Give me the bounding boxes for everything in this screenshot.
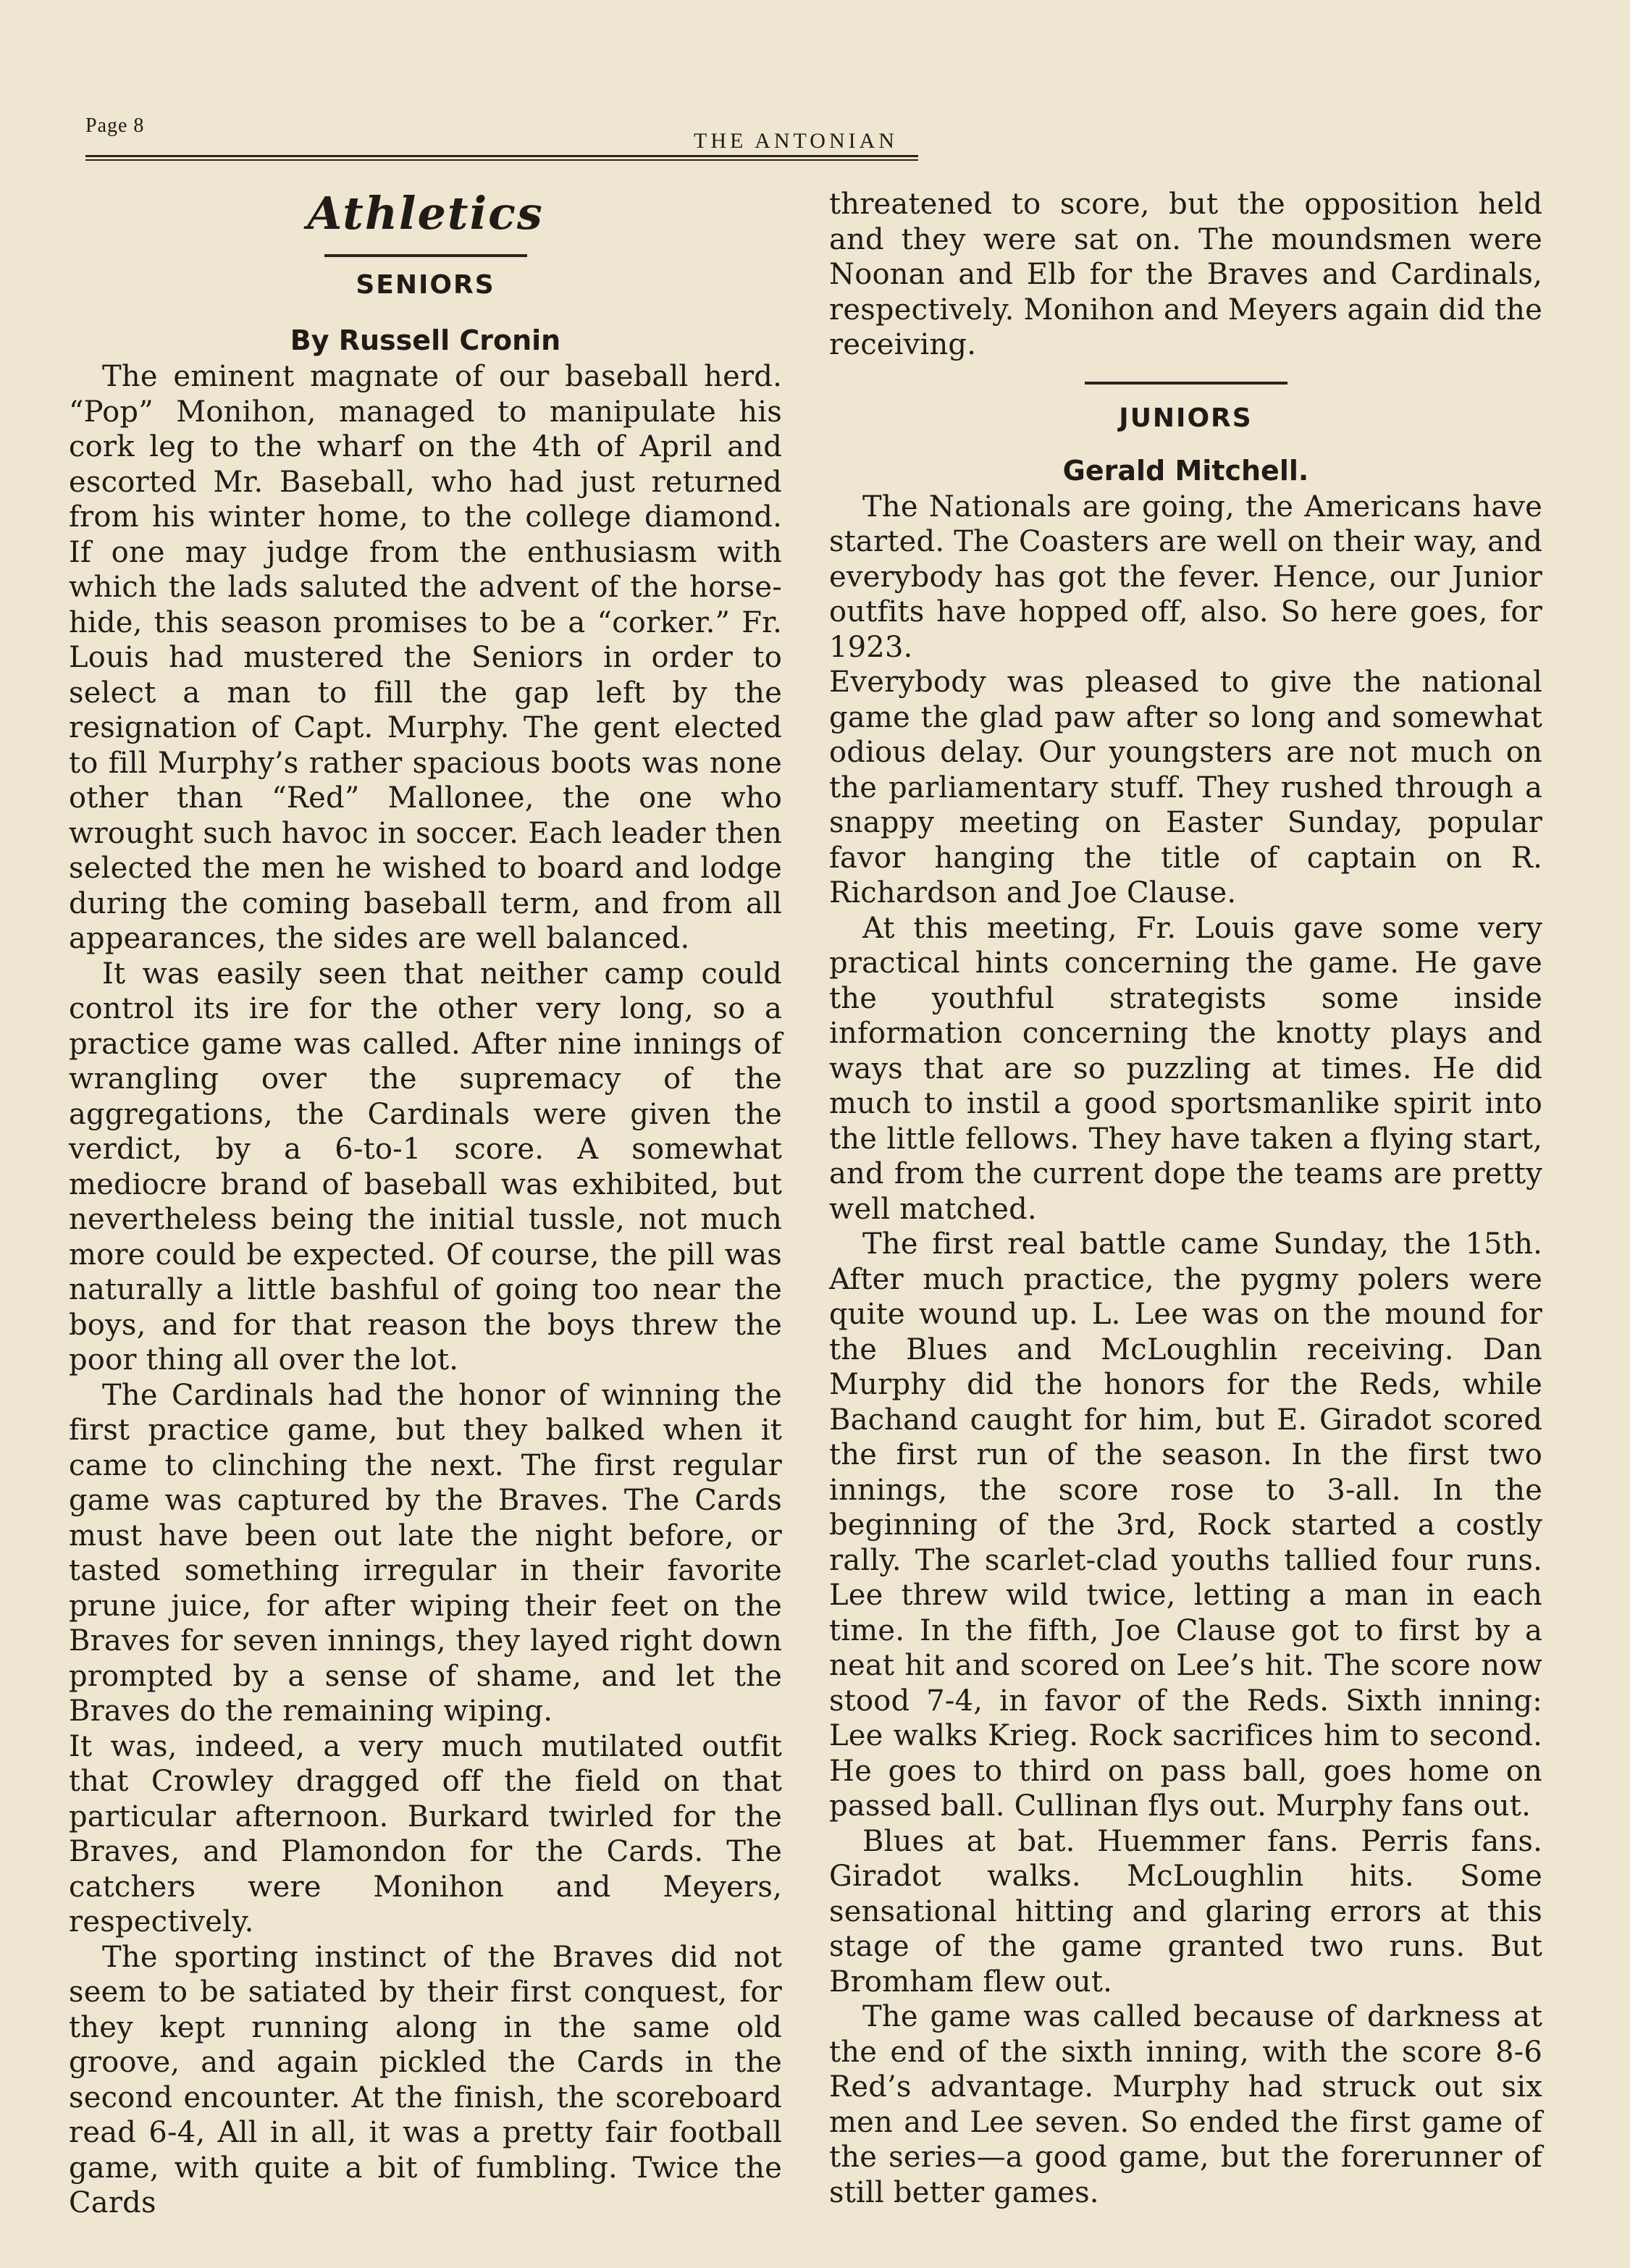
page-header (85, 114, 918, 157)
article-paragraph: Blues at bat. Huemmer fans. Perris fans. Giradot walks. McLoughlin hits. Some sensational hitting and glaring errors at this stage of the game granted two runs. But Bromham flew out. (829, 1824, 1542, 1999)
juniors-byline: Gerald Mitchell. (1062, 454, 1309, 487)
divider-rule (324, 254, 527, 257)
publication-title: THE ANTONIAN (694, 129, 898, 153)
seniors-heading: SENIORS (356, 270, 495, 300)
juniors-heading: JUNIORS (1119, 403, 1253, 433)
article-paragraph: It was, indeed, a very much mutilated outfit that Crowley dragged off the field on that particular afternoon. Burkard twirled for the Braves, and Plamondon for the Cards. The catchers were Monihon and Meyers, respectively. (69, 1729, 782, 1939)
right-column (829, 187, 1542, 2210)
left-column (69, 180, 782, 2221)
article-paragraph: The first real battle came Sunday, the 15th. After much practice, the pygmy polers were quite wound up. L. Lee was on the mound for the Blues and McLoughlin receiving. Dan Murphy did the honors for the Reds, while Bachand caught for him, but E. Giradot scored the first run of the season. In the first two innings, the score rose to 3-all. In the beginning of the 3rd, Rock started a costly rally. The scarlet-clad youths tallied four runs. Lee threw wild twice, letting a man in each time. In the fifth, Joe Clause got to first by a neat hit and scored on Lee’s hit. The score now stood 7-4, in favor of the Reds. Sixth inning: Lee walks Krieg. Rock sacrifices him to second. He goes to third on pass ball, goes home on passed ball. Cullinan flys out. Murphy fans out. (829, 1227, 1542, 1823)
article-paragraph: It was easily seen that neither camp could control its ire for the other very long, so a practice game was called. After nine innings of wrangling over the supremacy of the aggregations, the Cardinals were given the verdict, by a 6-to-1 score. A somewhat mediocre brand of baseball was exhibited, but nevertheless being the initial tussle, not much more could be expected. Of course, the pill was naturally a little bashful of going too near the boys, and for that reason the boys threw the poor thing all over the lot. (69, 957, 782, 1377)
page-number: Page 8 (85, 114, 145, 137)
divider-rule (1085, 382, 1287, 385)
header-rule (85, 159, 918, 161)
seniors-byline: By Russell Cronin (290, 324, 561, 356)
article-paragraph: The Cardinals had the honor of winning the first practice game, but they balked when it came to clinching the next. The first regular game was captured by the Braves. The Cards must have been out late the night before, or tasted something irregular in their favorite prune juice, for after wiping their feet on the Braves for seven innings, they layed right down prompted by a sense of shame, and let the Braves do the remaining wiping. (69, 1378, 782, 1728)
article-paragraph: The game was called because of darkness at the end of the sixth inning, with the score 8-6 Red’s advantage. Murphy had struck out six men and Lee seven. So ended the first game of the series—a good game, but the forerunner of still better games. (829, 2000, 1542, 2209)
section-title: Athletics (307, 187, 544, 240)
article-paragraph-continued: threatened to score, but the opposition held and they were sat on. The moundsmen were Noonan and Elb for the Braves and Cardinals, respectively. Monihon and Meyers again did the receiving. (829, 188, 1542, 361)
article-paragraph: The Nationals are going, the Americans have started. The Coasters are well on their way, and everybody has got the fever. Hence, our Junior outfits have hopped off, also. So here goes, for 1923. (829, 490, 1542, 664)
article-paragraph: At this meeting, Fr. Louis gave some very practical hints concerning the game. He gave the youthful strategists some inside information concerning the knotty plays and ways that are so puzzling at times. He did much to instil a good sportsmanlike spirit into the little fellows. They have taken a flying start, and from the current dope the teams are pretty well matched. (829, 911, 1542, 1226)
article-paragraph: Everybody was pleased to give the national game the glad paw after so long and somewhat odious delay. Our youngsters are not much on the parliamentary stuff. They rushed through a snappy meeting on Easter Sunday, popular favor hanging the title of captain on R. Richardson and Joe Clause. (829, 665, 1542, 910)
article-paragraph: The sporting instinct of the Braves did not seem to be satiated by their first conquest, for they kept running along in the same old groove, and again pickled the Cards in the second encounter. At the finish, the scoreboard read 6-4, All in all, it was a pretty fair football game, with quite a bit of fumbling. Twice the Cards (69, 1940, 782, 2219)
article-paragraph: The eminent magnate of our baseball herd. “Pop” Monihon, managed to manipulate his cork leg to the wharf on the 4th of April and escorted Mr. Baseball, who had just returned from his winter home, to the college diamond. If one may judge from the enthusiasm with which the lads saluted the advent of the horse-hide, this season promises to be a “corker.” Fr. Louis had mustered the Seniors in order to select a man to fill the gap left by the resignation of Capt. Murphy. The gent elected to fill Murphy’s rather spacious boots was none other than “Red” Mallonee, the one who wrought such havoc in soccer. Each leader then selected the men he wished to board and lodge during the coming baseball term, and from all appearances, the sides are well balanced. (69, 360, 782, 955)
